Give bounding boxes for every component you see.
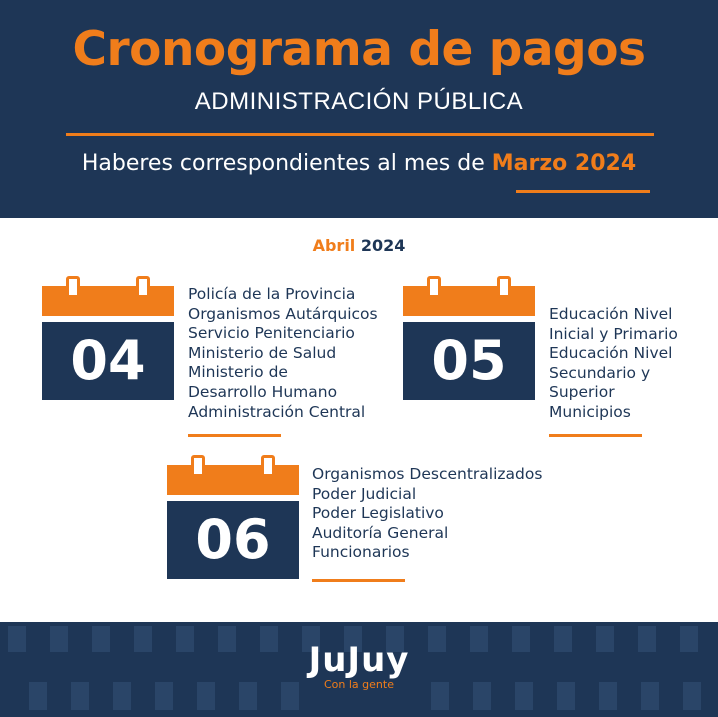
calendar-day: 06 [167, 501, 299, 579]
calendar-ring [427, 276, 441, 298]
schedule-list [312, 465, 542, 563]
calendar-day: 05 [403, 322, 535, 400]
month-name: Abril [312, 236, 356, 255]
header-banner [0, 0, 718, 218]
calendar-ring [497, 276, 511, 298]
calendar-header [42, 286, 174, 316]
list-item: Organismos Autárquicos [188, 304, 378, 323]
list-underline [188, 434, 281, 437]
list-underline [549, 434, 642, 437]
list-item: Servicio Penitenciario [188, 324, 355, 343]
period-underline [516, 190, 650, 193]
calendar-icon [42, 276, 174, 414]
month-heading [0, 236, 718, 255]
schedule-list [188, 285, 378, 422]
calendar-header [167, 465, 299, 495]
page-subtitle: ADMINISTRACIÓN PÚBLICA [194, 88, 524, 115]
calendar-day: 04 [42, 322, 174, 400]
period-highlight: Marzo 2024 [491, 151, 637, 176]
page-title: Cronograma de pagos [72, 22, 646, 77]
list-item: Educación Nivel [549, 344, 673, 363]
list-underline [312, 579, 405, 582]
list-item: Inicial y Primario [549, 324, 678, 343]
list-item: Ministerio de [188, 363, 288, 382]
list-item: Secundario y [549, 363, 651, 382]
list-item: Ministerio de Salud [188, 343, 337, 362]
list-item: Auditoría General [312, 523, 449, 542]
list-item: Administración Central [188, 402, 366, 421]
list-item: Poder Judicial [312, 484, 417, 503]
list-item: Municipios [549, 402, 631, 421]
period-text [0, 151, 718, 176]
calendar-ring [191, 455, 205, 477]
calendar-header [403, 286, 535, 316]
list-item: Poder Legislativo [312, 504, 444, 523]
list-item: Educación Nivel [549, 305, 673, 323]
calendar-ring [136, 276, 150, 298]
list-item: Funcionarios [312, 543, 410, 562]
jujuy-logo: JuJuy [308, 640, 410, 680]
list-item: Superior [549, 383, 615, 402]
logo-tagline: Con la gente [324, 678, 394, 691]
list-item: Policía de la Provincia [188, 285, 356, 303]
calendar-icon [403, 276, 535, 414]
schedule-list [549, 305, 678, 423]
calendar-icon [167, 455, 299, 593]
list-item: Desarrollo Humano [188, 382, 338, 401]
list-item: Organismos Descentralizados [312, 465, 543, 483]
calendar-ring [261, 455, 275, 477]
month-year: 2024 [360, 236, 406, 255]
calendar-ring [66, 276, 80, 298]
divider-line [66, 133, 654, 136]
period-prefix: Haberes correspondientes al mes de [81, 151, 485, 176]
